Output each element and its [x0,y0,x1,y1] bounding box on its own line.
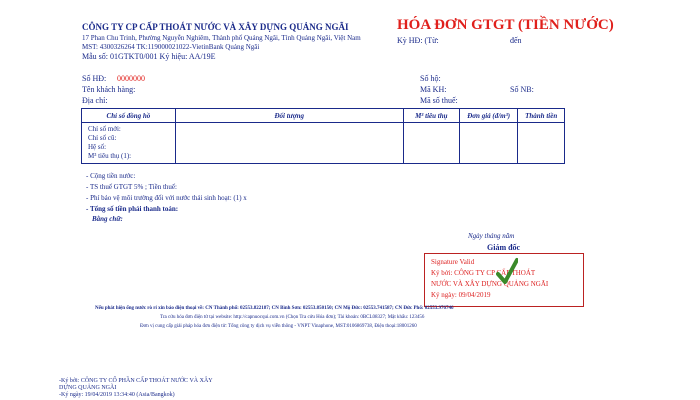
invoice-number: 0000000 [117,74,145,83]
signature-valid: Signature Valid [431,258,475,266]
period-label: Kỳ HĐ: (Từ: [397,36,439,45]
bottom-signed-date: -Ký ngày: 19/04/2019 13:34:40 (Asia/Bangkok) [59,392,175,398]
customer-code-label: Mã KH: [420,85,447,94]
summary-total: - Tổng số tiền phải thanh toán: [86,205,179,213]
col-subject: Đối tượng [175,109,403,123]
footer-provider: Đơn vị cung cấp giải pháp hóa đơn điện tử: Tổng công ty dịch vụ viễn thông - VNPT Vinaphone, MST:0106869738, Điện thoại:18001260 [140,324,417,329]
col-volume: M³ tiêu thụ [403,109,459,123]
signed-by-line1: Ký bởi: CÔNG TY CP CẤP THOÁT [431,269,536,277]
invoice-number-label: Số HĐ: [82,74,107,83]
form-number: Mẫu số: 01GTKT0/001 Ký hiệu: AA/19E [82,52,216,61]
col-unit-price: Đơn giá (đ/m³) [459,109,517,123]
company-address: 17 Phan Chu Trinh, Phường Nguyễn Nghiêm, Thành phố Quảng Ngãi, Tỉnh Quảng Ngãi, Việt Nam [82,34,361,42]
checkmark-icon [496,256,518,286]
summary-water: - Cộng tiền nước: [86,172,136,180]
meter-cell [82,123,176,164]
table-header-row [82,109,565,123]
summary-vat: - TS thuế GTGT 5% ; Tiền thuế: [86,183,177,191]
volume-cell [403,123,459,164]
summary-env-fee: - Phí bảo vệ môi trường đối với nước thải sinh hoạt: (1) x [86,194,247,202]
customer-name-label: Tên khách hàng: [82,85,136,94]
period-to: đến [510,36,522,45]
unit-price-cell [459,123,517,164]
amount-cell [518,123,565,164]
meter-new: Chỉ số mới: [88,125,121,133]
address-label: Địa chỉ: [82,96,108,105]
nb-number-label: Số NB: [510,85,534,94]
col-amount: Thành tiền [518,109,565,123]
table-row [82,123,565,164]
sign-date: Ngày tháng năm [468,232,515,240]
households-label: Số hộ: [420,74,441,83]
bottom-signed-by-1: -Ký bởi: CÔNG TY CỔ PHẦN CẤP THOÁT NƯỚC VÀ XÂY [59,378,213,384]
signed-by-line2: NƯỚC VÀ XÂY DỰNG QUẢNG NGÃI [431,280,549,288]
meter-old: Chỉ số cũ: [88,134,117,142]
subject-cell [175,123,403,164]
sign-role: Giám đốc [487,243,521,252]
tax-code-label: Mã số thuế: [420,96,458,105]
company-name: CÔNG TY CP CẤP THOÁT NƯỚC VÀ XÂY DỰNG QUẢNG NGÃI [82,22,349,32]
signed-date: Ký ngày: 09/04/2019 [431,291,491,299]
company-tax: MST: 4300326264 TK:119000021022-VietinBank Quảng Ngãi [82,43,260,51]
footer-leak-report: Nếu phát hiện ống nước rò rỉ xin báo điện thoại về: CN Thành phố: 02553.822187; CN Bình Sơn: 02553.850150; CN Mộ Đức: 02553.741587; CN Đức Phổ: 02553.976746 [95,306,454,311]
bottom-signed-by-2: DỰNG QUẢNG NGÃI [59,385,117,391]
invoice-table [81,108,565,164]
summary-in-words: Bằng chữ: [92,215,123,223]
footer-lookup: Tra cứu hóa đơn điện tử tại website: http://capnuocqui.com.vn (Chọn Tra cứu Hóa đơn); Tài khoản: 0BCL08327; Mật khẩu: 123456 [160,315,425,320]
invoice-title: HÓA ĐƠN GTGT (TIỀN NƯỚC) [397,17,614,33]
col-meter: Chỉ số đồng hồ [82,109,176,123]
meter-consumed: M³ tiêu thụ (1): [88,152,132,160]
meter-coef: Hệ số: [88,143,107,151]
